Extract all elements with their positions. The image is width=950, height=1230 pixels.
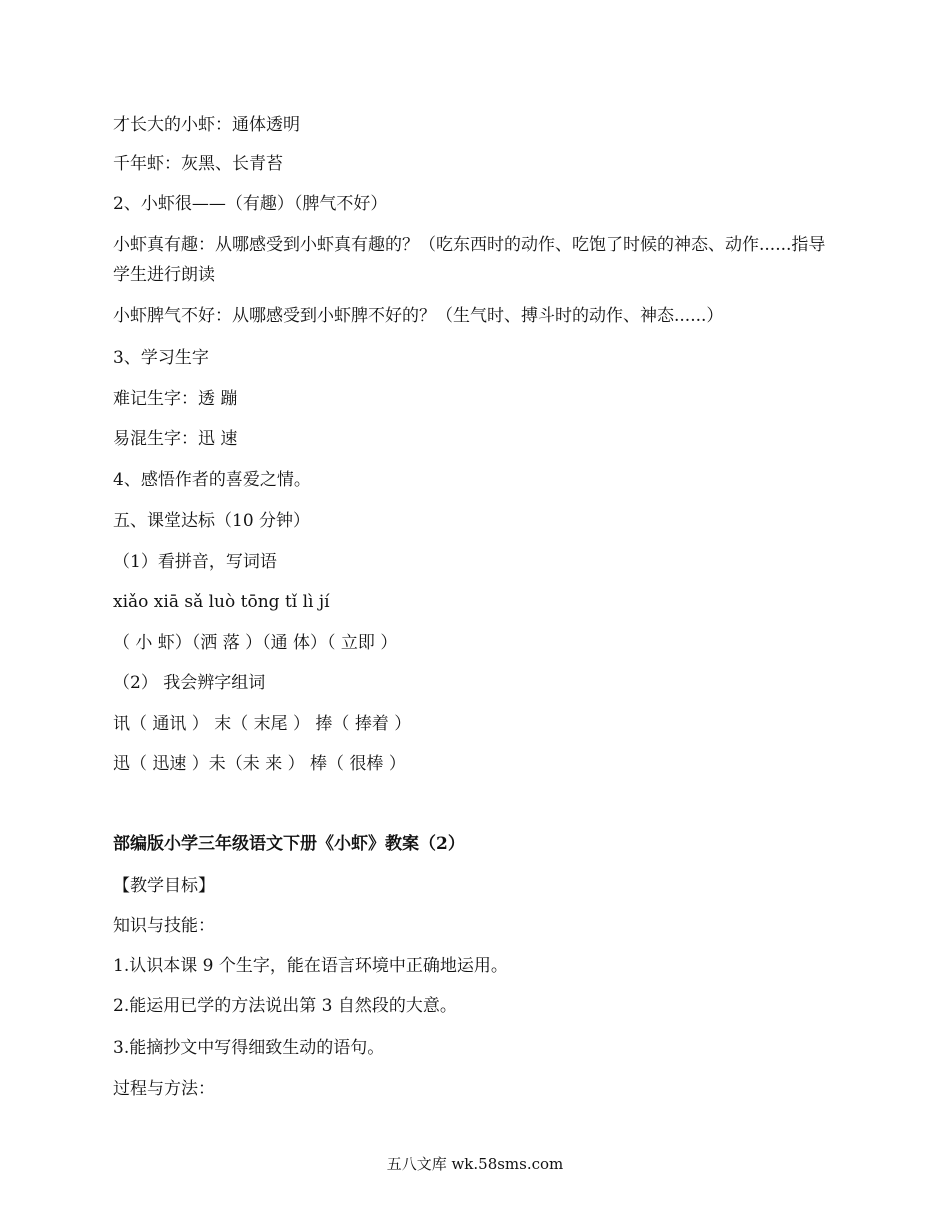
text-line: 3、学习生字 [113,348,209,368]
section-title: 部编版小学三年级语文下册《小虾》教案（2） [113,834,465,854]
text-line: 知识与技能： [113,916,215,936]
text-line: 难记生字：透 蹦 [113,389,238,409]
text-line: 过程与方法： [113,1079,215,1099]
text-line: 4、感悟作者的喜爱之情。 [113,470,311,490]
text-line: 易混生字：迅 速 [113,429,238,449]
answer-line: 讯（ 通讯 ） 末（ 末尾 ） 捧（ 捧着 ） [113,714,412,734]
text-line: 2.能运用已学的方法说出第 3 自然段的大意。 [113,996,457,1016]
pinyin-line: xiǎo xiā sǎ luò tōng tǐ lì jí [113,592,330,612]
answer-line: （ 小 虾）（洒 落 ）（通 体）（ 立即 ） [113,633,398,653]
text-line: 小虾脾气不好：从哪感受到小虾脾不好的？（生气时、搏斗时的动作、神态......） [113,306,724,326]
text-line: 3.能摘抄文中写得细致生动的语句。 [113,1038,385,1058]
text-line: 才长大的小虾：通体透明 [113,115,300,135]
text-line: （1）看拼音，写词语 [113,552,277,572]
text-line: 五、课堂达标（10 分钟） [113,511,311,531]
answer-line: 迅（ 迅速 ）未（未 来 ） 棒（ 很棒 ） [113,754,406,774]
page-footer: 五八文库 wk.58sms.com [386,1155,564,1173]
text-line: 1.认识本课 9 个生字，能在语言环境中正确地运用。 [113,956,508,976]
text-paragraph: 小虾真有趣：从哪感受到小虾真有趣的？（吃东西时的动作、吃饱了时候的神态、动作......指导学生进行朗读 [113,235,826,285]
text-line: 2、小虾很——（有趣）（脾气不好） [113,194,388,214]
text-line: 【教学目标】 [113,876,215,896]
text-line: （2） 我会辨字组词 [113,673,266,693]
text-line: 千年虾：灰黑、长青苔 [113,154,283,174]
